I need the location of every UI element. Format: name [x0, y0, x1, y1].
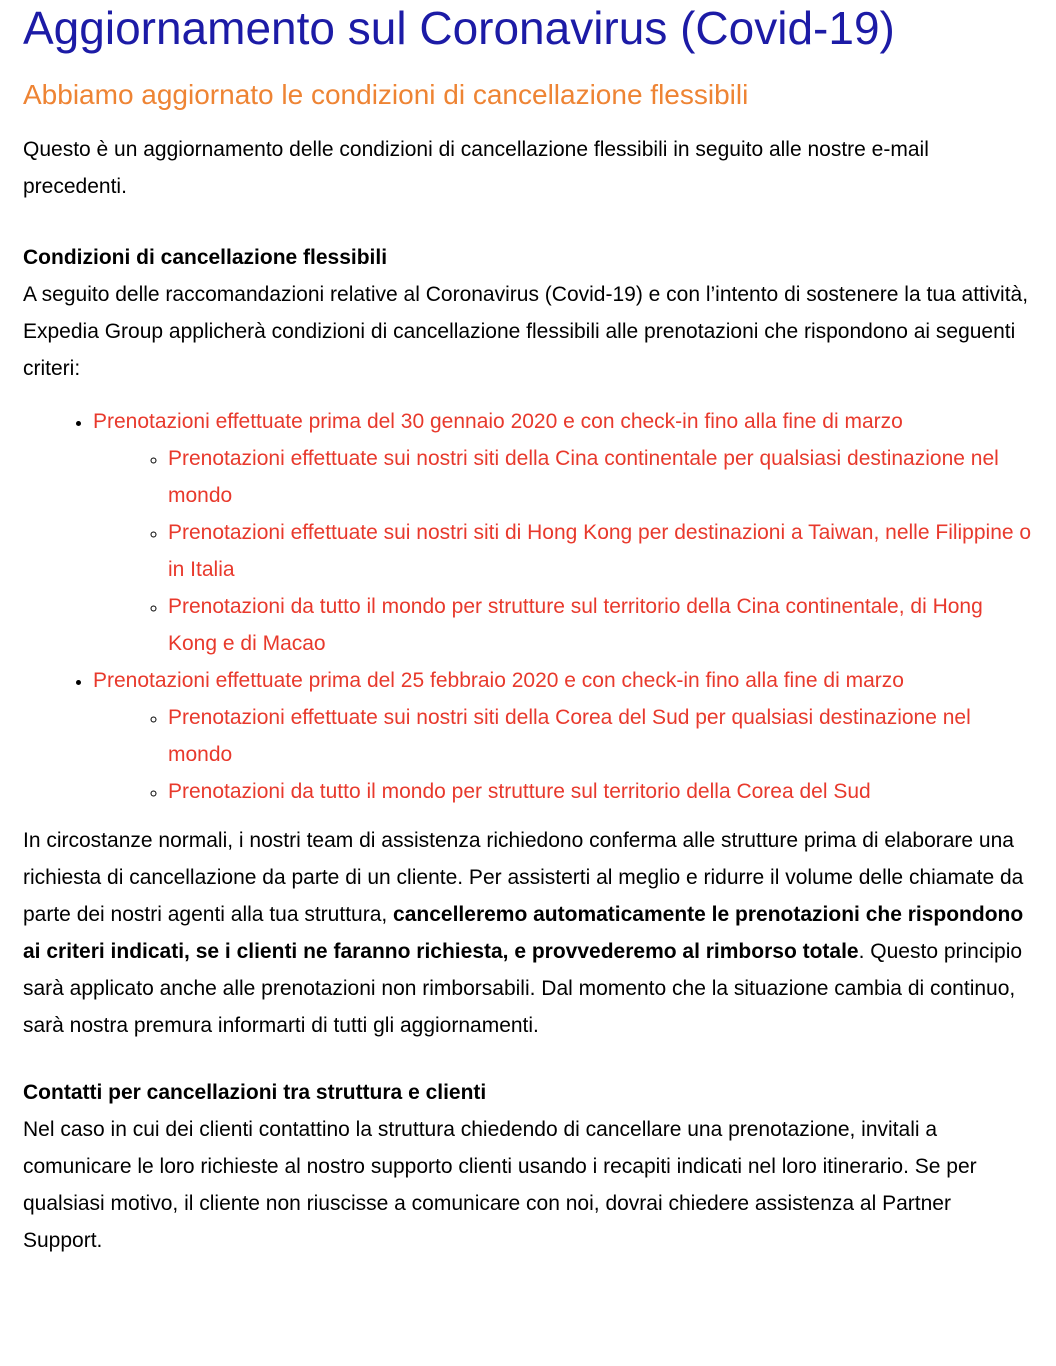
criteria-sublist — [93, 440, 1032, 662]
section-heading-contacts: Contatti per cancellazioni tra struttura e clienti — [23, 1081, 487, 1104]
intro-paragraph: Questo è un aggiornamento delle condizioni di cancellazione flessibili in seguito alle nostre e-mail precedenti. — [23, 138, 929, 198]
list-item — [93, 403, 1032, 662]
list-item: ◦ Prenotazioni effettuate sui nostri siti della Corea del Sud per qualsiasi destinazione nel mondo — [168, 699, 1032, 773]
page-title: Aggiornamento sul Coronavirus (Covid-19) — [23, 2, 895, 54]
criteria-list — [23, 403, 1032, 810]
list-item: ◦ Prenotazioni da tutto il mondo per strutture sul territorio della Corea del Sud — [168, 773, 1032, 810]
list-item: ◦ Prenotazioni effettuate sui nostri siti della Cina continentale per qualsiasi destinazione nel mondo — [168, 440, 1032, 514]
auto-cancel-text-after: . Questo principio sarà applicato anche alle prenotazioni non rimborsabili. Dal momento che la situazione cambia di continuo, sarà nostra premura informarti di tutti gli aggiornamenti. — [23, 940, 1023, 1037]
contacts-paragraph: Nel caso in cui dei clienti contattino la struttura chiedendo di cancellare una prenotazione, invitali a comunicare le loro richieste al nostro supporto clienti usando i recapiti indicati nel loro itinerario. Se per qualsiasi motivo, il cliente non riuscisse a comunicare con noi, dovrai chiedere assistenza al Partner Support. — [23, 1118, 977, 1252]
list-item — [93, 662, 1032, 810]
criteria-sublist — [93, 699, 1032, 810]
list-item-text: Prenotazioni effettuate prima del 30 gennaio 2020 e con check-in fino alla fine di marzo — [93, 410, 903, 433]
section-heading-flexible-policy: Condizioni di cancellazione flessibili — [23, 246, 388, 269]
list-item-text: Prenotazioni effettuate prima del 25 febbraio 2020 e con check-in fino alla fine di marzo — [93, 669, 904, 692]
auto-cancel-text-before: In circostanze normali, i nostri team di assistenza richiedono conferma alle strutture prima di elaborare una richiesta di cancellazione da parte di un cliente. Per assisterti al meglio e ridurre il volume delle chiamate da parte dei nostri agenti alla tua struttura, — [23, 829, 1024, 926]
list-item: ◦ Prenotazioni da tutto il mondo per strutture sul territorio della Cina continentale, di Hong Kong e di Macao — [168, 588, 1032, 662]
auto-cancel-paragraph — [23, 822, 1032, 1044]
auto-cancel-bold-text: cancelleremo automaticamente le prenotazioni che rispondono ai criteri indicati, se i clienti ne faranno richiesta, e provvederemo al rimborso totale — [23, 903, 1024, 963]
list-item: ◦ Prenotazioni effettuate sui nostri siti di Hong Kong per destinazioni a Taiwan, nelle Filippine o in Italia — [168, 514, 1032, 588]
flexible-policy-description: A seguito delle raccomandazioni relative al Coronavirus (Covid-19) e con l’intento di sostenere la tua attività, Expedia Group applicherà condizioni di cancellazione flessibili alle prenotazioni che rispondono ai seguenti criteri: — [23, 283, 1029, 380]
page-subtitle: Abbiamo aggiornato le condizioni di cancellazione flessibili — [23, 79, 749, 110]
